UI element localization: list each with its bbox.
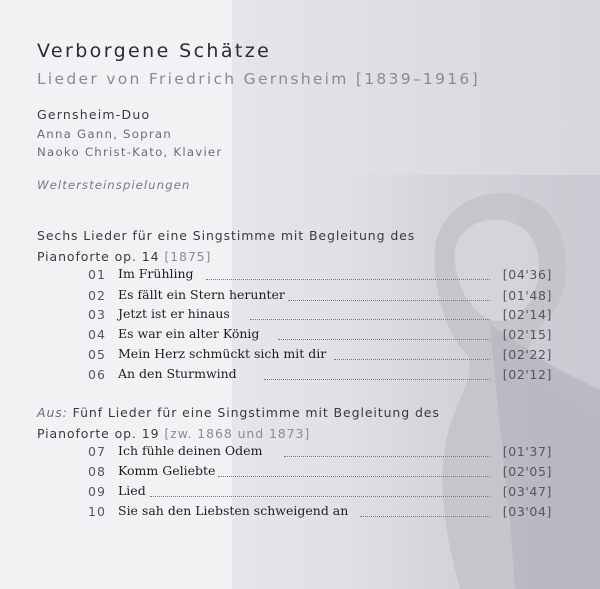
set-year: [1875]	[164, 249, 212, 264]
dot-leader	[218, 474, 490, 477]
ensemble-name: Gernsheim-Duo	[37, 107, 151, 122]
track-duration: [02'14]	[502, 307, 552, 322]
track-duration: [02'15]	[502, 327, 552, 342]
track-title: Im Frühling	[118, 266, 194, 281]
set-heading-line1: Fünf Lieder für eine Singstimme mit Begleitung des	[67, 405, 440, 420]
track-duration: [02'22]	[502, 347, 552, 362]
album-title: Verborgene Schätze	[37, 40, 272, 62]
set-year: [zw. 1868 und 1873]	[164, 426, 311, 441]
track-number: 02	[88, 288, 106, 303]
dot-leader	[206, 277, 490, 280]
track-title: Komm Geliebte	[118, 463, 216, 478]
track-number: 04	[88, 327, 106, 342]
track-title: Ich fühle deinen Odem	[118, 443, 263, 458]
track-number: 09	[88, 484, 106, 499]
track-title: Lied	[118, 483, 146, 498]
track-number: 03	[88, 307, 106, 322]
set-heading-line1: Sechs Lieder für eine Singstimme mit Begleitung des	[37, 228, 416, 243]
track-row	[88, 463, 552, 483]
track-row	[88, 503, 552, 523]
track-duration: [03'04]	[502, 504, 552, 519]
track-number: 01	[88, 267, 106, 282]
track-number: 06	[88, 367, 106, 382]
track-row	[88, 266, 552, 286]
track-row	[88, 287, 552, 307]
dot-leader	[264, 377, 490, 380]
track-number: 08	[88, 464, 106, 479]
track-duration: [02'12]	[502, 367, 552, 382]
track-row	[88, 306, 552, 326]
dot-leader	[150, 494, 490, 497]
track-duration: [02'05]	[502, 464, 552, 479]
performer-soprano: Anna Gann, Sopran	[37, 127, 172, 141]
track-duration: [03'47]	[502, 484, 552, 499]
premiere-note: Weltersteinspielungen	[37, 178, 191, 192]
set-prefix: Aus:	[37, 405, 68, 420]
track-duration: [01'48]	[502, 288, 552, 303]
track-title: An den Sturmwind	[118, 366, 237, 381]
track-row	[88, 443, 552, 463]
track-title: Sie sah den Liebsten schweigend an	[118, 503, 349, 518]
track-title: Mein Herz schmückt sich mit dir	[118, 346, 327, 361]
performer-piano: Naoko Christ-Kato, Klavier	[37, 145, 223, 159]
track-duration: [04'36]	[502, 267, 552, 282]
track-duration: [01'37]	[502, 444, 552, 459]
track-title: Es fällt ein Stern herunter	[118, 287, 285, 302]
track-title: Jetzt ist er hinaus	[118, 306, 230, 321]
track-row	[88, 366, 552, 386]
album-subtitle: Lieder von Friedrich Gernsheim [1839–1916]	[37, 70, 480, 88]
track-row	[88, 326, 552, 346]
set-heading-line2: Pianoforte op. 14	[37, 249, 160, 264]
track-row	[88, 483, 552, 503]
dot-leader	[278, 337, 490, 340]
dot-leader	[288, 298, 490, 301]
dot-leader	[250, 317, 490, 320]
set-heading-op19	[37, 402, 477, 444]
dot-leader	[284, 454, 490, 457]
track-number: 05	[88, 347, 106, 362]
track-row	[88, 346, 552, 366]
dot-leader	[360, 514, 490, 517]
track-number: 10	[88, 504, 106, 519]
set-heading-line2: Pianoforte op. 19	[37, 426, 160, 441]
track-title: Es war ein alter König	[118, 326, 260, 341]
dot-leader	[334, 357, 490, 360]
track-number: 07	[88, 444, 106, 459]
set-heading-op14	[37, 225, 477, 267]
